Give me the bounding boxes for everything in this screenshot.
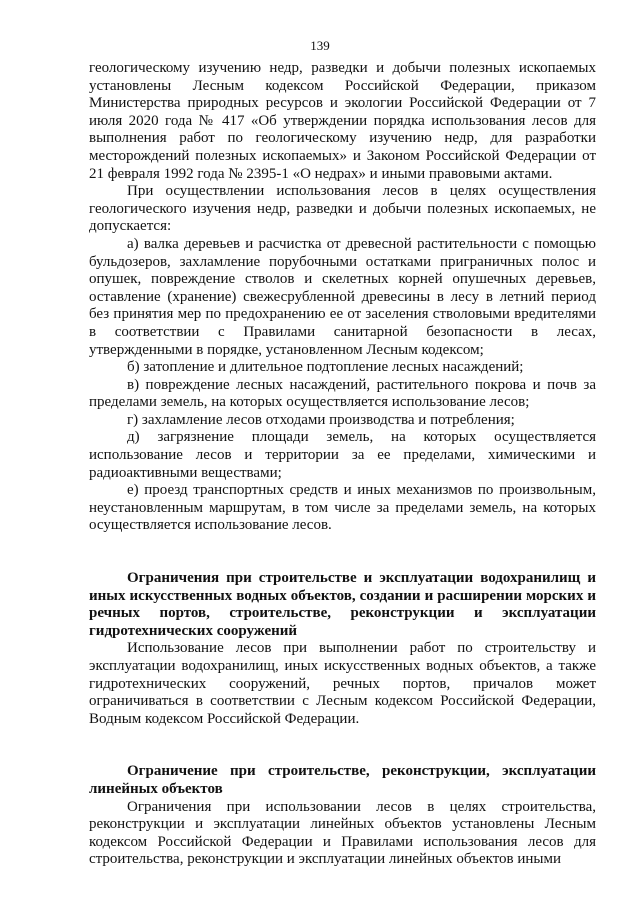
list-item-g: г) захламление лесов отходами производства и потребления; <box>127 411 515 428</box>
list-item-b: б) затопление и длительное подтопление лесных насаждений; <box>127 359 524 376</box>
spacer <box>89 728 596 763</box>
list-item-a: а) валка деревьев и расчистка от древесной растительности с помощью бульдозеров, захламление порубочными остатками приграничных полос и опушек, повреждение стволов и скелетных корней опушечных деревьев, оставление (хранение) свежесрубленной древесины в лесу в летний период без принятия мер по предохранению ее от заселения стволовыми вредителями в соответствии с Правилами санитарной безопасности в лесах, утвержденными в порядке, установленном Лесным кодексом; <box>89 235 596 358</box>
paragraph-linear-objects: Ограничения при использовании лесов в целях строительства, реконструкции и эксплуатации линейных объектов установлены Лесным кодексом Российской Федерации и Правилами использования лесов для строительства, реконструкции и эксплуатации линейных объектов иными <box>89 798 596 868</box>
list-item-d: д) загрязнение площади земель, на которых осуществляется использование лесов и территории за ее пределами, химическими и радиоактивными веществами; <box>89 429 596 481</box>
page-number: 139 <box>310 38 330 53</box>
section-heading-reservoirs: Ограничения при строительстве и эксплуатации водохранилищ и иных искусственных водных объектов, создании и расширении морских и речных портов, строительстве, реконструкции и эксплуатации гидротехнических сооружений <box>89 570 596 639</box>
paragraph-reservoirs: Использование лесов при выполнении работ по строительству и эксплуатации водохранилищ, иных искусственных водных объектов, а также гидротехнических сооружений, речных портов, причалов может ограничиваться в соответствии с Лесным кодексом Российской Федерации, Водным кодексом Российской Федерации. <box>89 640 596 727</box>
list-item-e: е) проезд транспортных средств и иных механизмов по произвольным, неустановленным маршрутам, в том числе за пределами земель, на которых осуществляется использование лесов. <box>89 482 596 534</box>
spacer <box>89 535 596 570</box>
paragraph-intro-prohibitions: При осуществлении использования лесов в целях осуществления геологического изучения недр, разведки и добычи полезных ископаемых, не допускается: <box>89 183 596 235</box>
section-heading-linear-objects: Ограничение при строительстве, реконструкции, эксплуатации линейных объектов <box>89 763 596 797</box>
list-item-v: в) повреждение лесных насаждений, растительного покрова и почв за пределами земель, на которых осуществляется использование лесов; <box>89 376 596 411</box>
paragraph-continuation: геологическому изучению недр, разведки и добычи полезных ископаемых установлены Лесным кодексом Российской Федерации, приказом Министерства природных ресурсов и экологии Российской Федерации от 7 июля 2020 года № 417 «Об утверждении порядка использования лесов для выполнения работ по геологическому изучению недр, для разработки месторождений полезных ископаемых» и Законом Российской Федерации от 21 февраля 1992 года № 2395-1 «О недрах» и иными правовыми актами. <box>89 60 596 182</box>
document-body <box>89 60 596 869</box>
